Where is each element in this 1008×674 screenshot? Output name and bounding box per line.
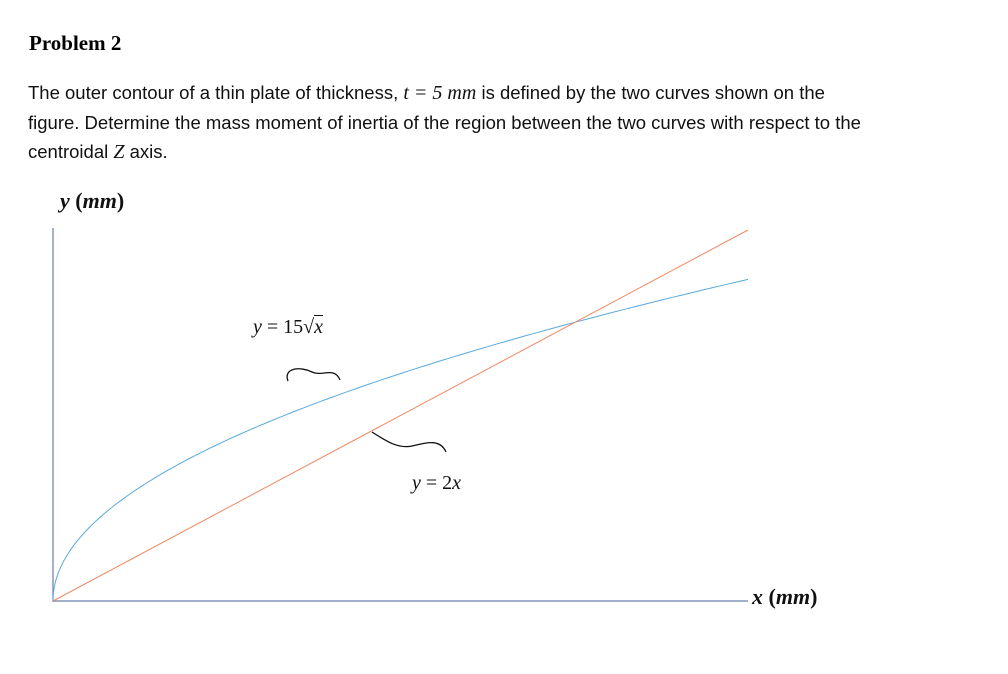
line-leader [372,432,446,452]
problem-title: Problem 2 [29,31,122,55]
linear-line [53,230,748,601]
sqrt-curve [53,279,748,601]
line-equation: y = 2x [412,472,462,494]
x-axis-label: x (mm) [752,584,818,609]
sqrt-radical-icon: √ [303,316,315,338]
x-axis-var: x [752,584,763,609]
statement-line-2: figure. Determine the mass moment of inertia of the region between the two curves with respect to the [28,112,861,133]
statement-line-3: centroidal Z axis. [28,141,168,163]
x-axis-unit: mm [775,584,811,609]
statement-line-1: The outer contour of a thin plate of thickness, t = 5 mm is defined by the two curves shown on the [28,82,825,104]
y-axis-var: y [60,188,70,213]
y-axis-unit: mm [82,188,117,213]
y-axis-label: y (mm) [60,188,125,213]
sqrt-curve-equation: y = 15√x [253,316,324,338]
sqrt-curve-leader [287,369,340,381]
